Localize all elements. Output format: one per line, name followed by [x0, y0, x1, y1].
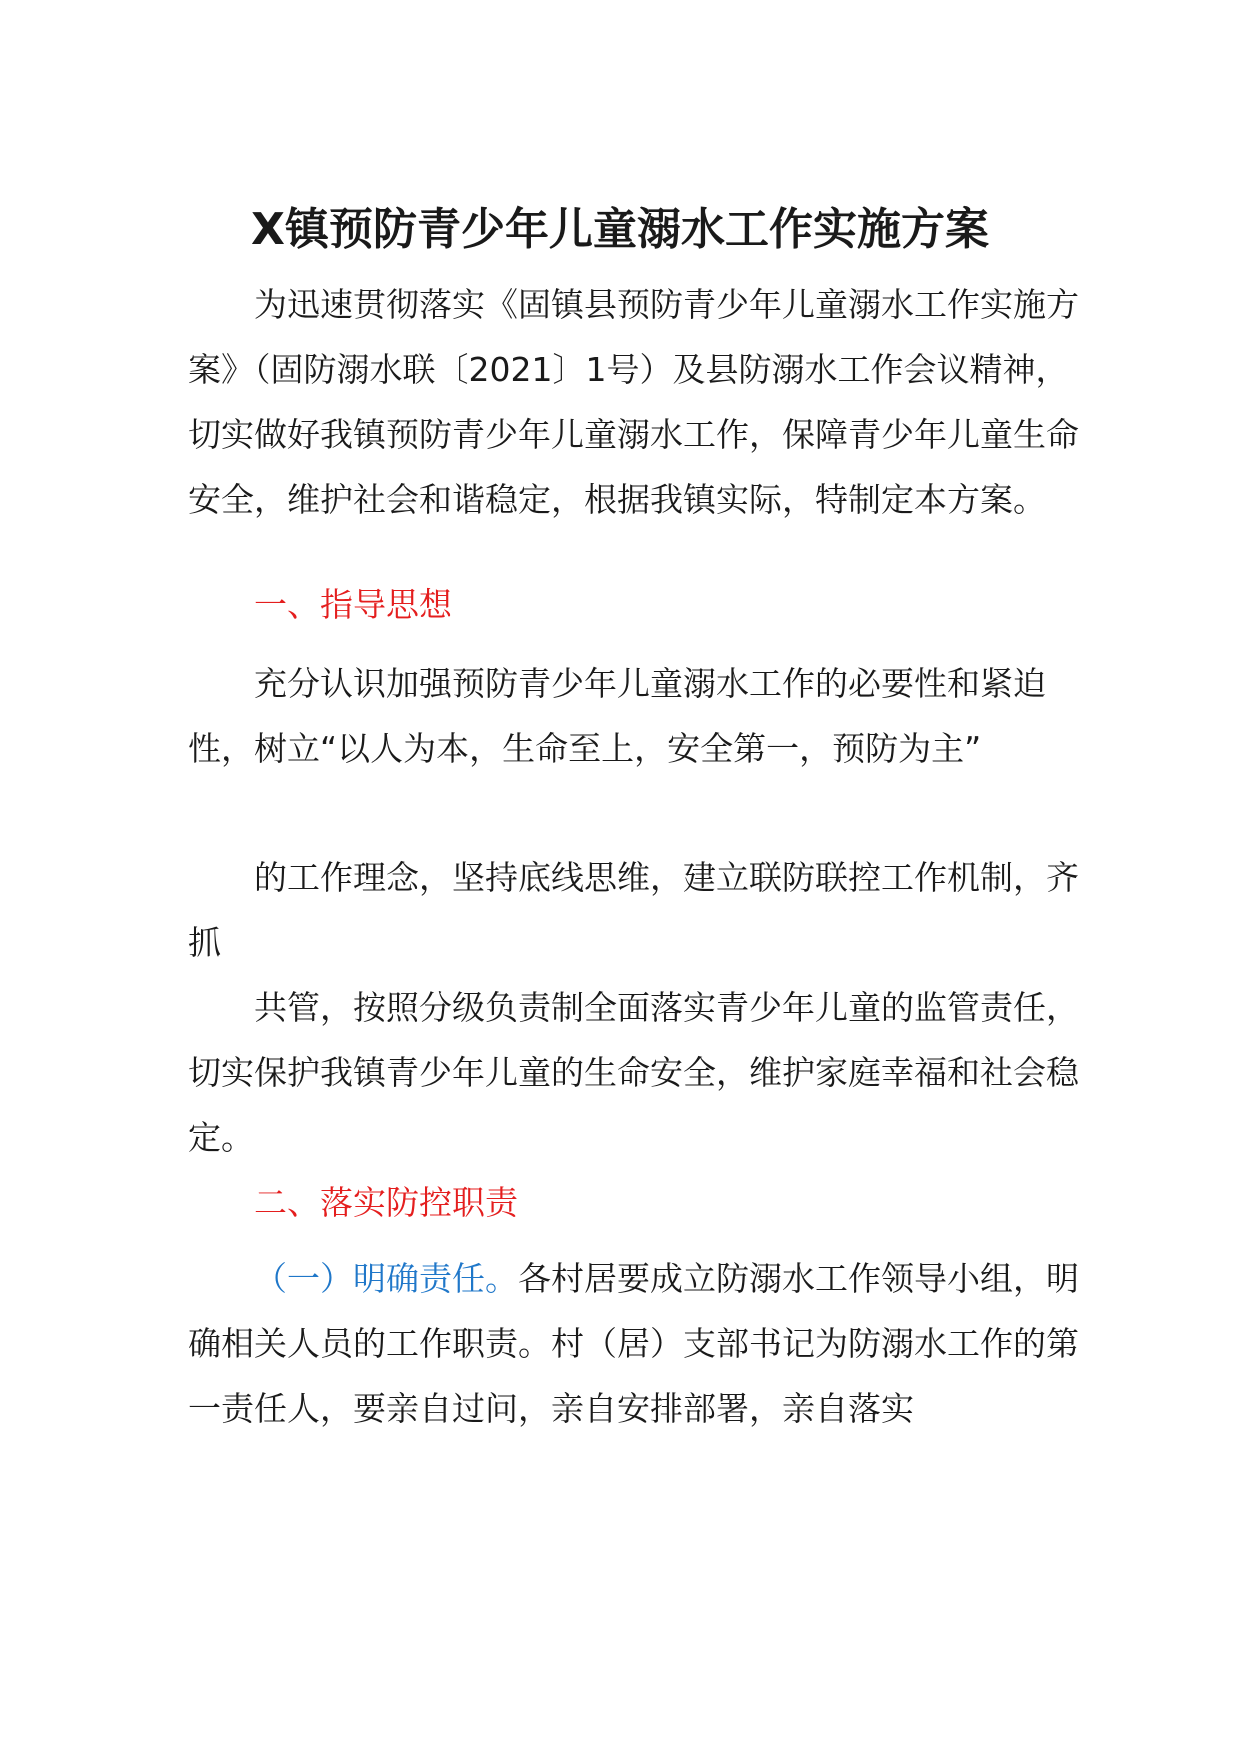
section1-paragraph-1: 充分认识加强预防青少年儿童溺水工作的必要性和紧迫性，树立“以人为本，生命至上，安全第一，预防为主”: [188, 664, 1046, 768]
section1-paragraph-2: 的工作理念，坚持底线思维，建立联防联控工作机制，齐抓: [188, 858, 1079, 962]
item-1-text: 各村居要成立防溺水工作领导小组，明确相关人员的工作职责。村（居）支部书记为防溺水工作的第一责任人，要亲自过问，亲自安排部署，亲自落实: [188, 1259, 1079, 1428]
intro-paragraph: 为迅速贯彻落实《固镇县预防青少年儿童溺水工作实施方案》（固防溺水联〔2021〕1号）及县防溺水工作会议精神，切实做好我镇预防青少年儿童溺水工作，保障青少年儿童生命安全，维护社会和谐稳定，根据我镇实际，特制定本方案。: [188, 285, 1079, 519]
section-heading-prevention-duties: 二、落实防控职责: [254, 1183, 518, 1222]
document-title: X镇预防青少年儿童溺水工作实施方案: [251, 204, 989, 255]
section2-item-1-paragraph: [188, 1246, 1088, 1441]
section1-paragraph-3: 共管，按照分级负责制全面落实青少年儿童的监管责任，切实保护我镇青少年儿童的生命安全，维护家庭幸福和社会稳定。: [188, 988, 1079, 1157]
section-heading-guiding-ideology: 一、指导思想: [254, 585, 452, 624]
item-1-label: （一）明确责任。: [254, 1259, 518, 1298]
